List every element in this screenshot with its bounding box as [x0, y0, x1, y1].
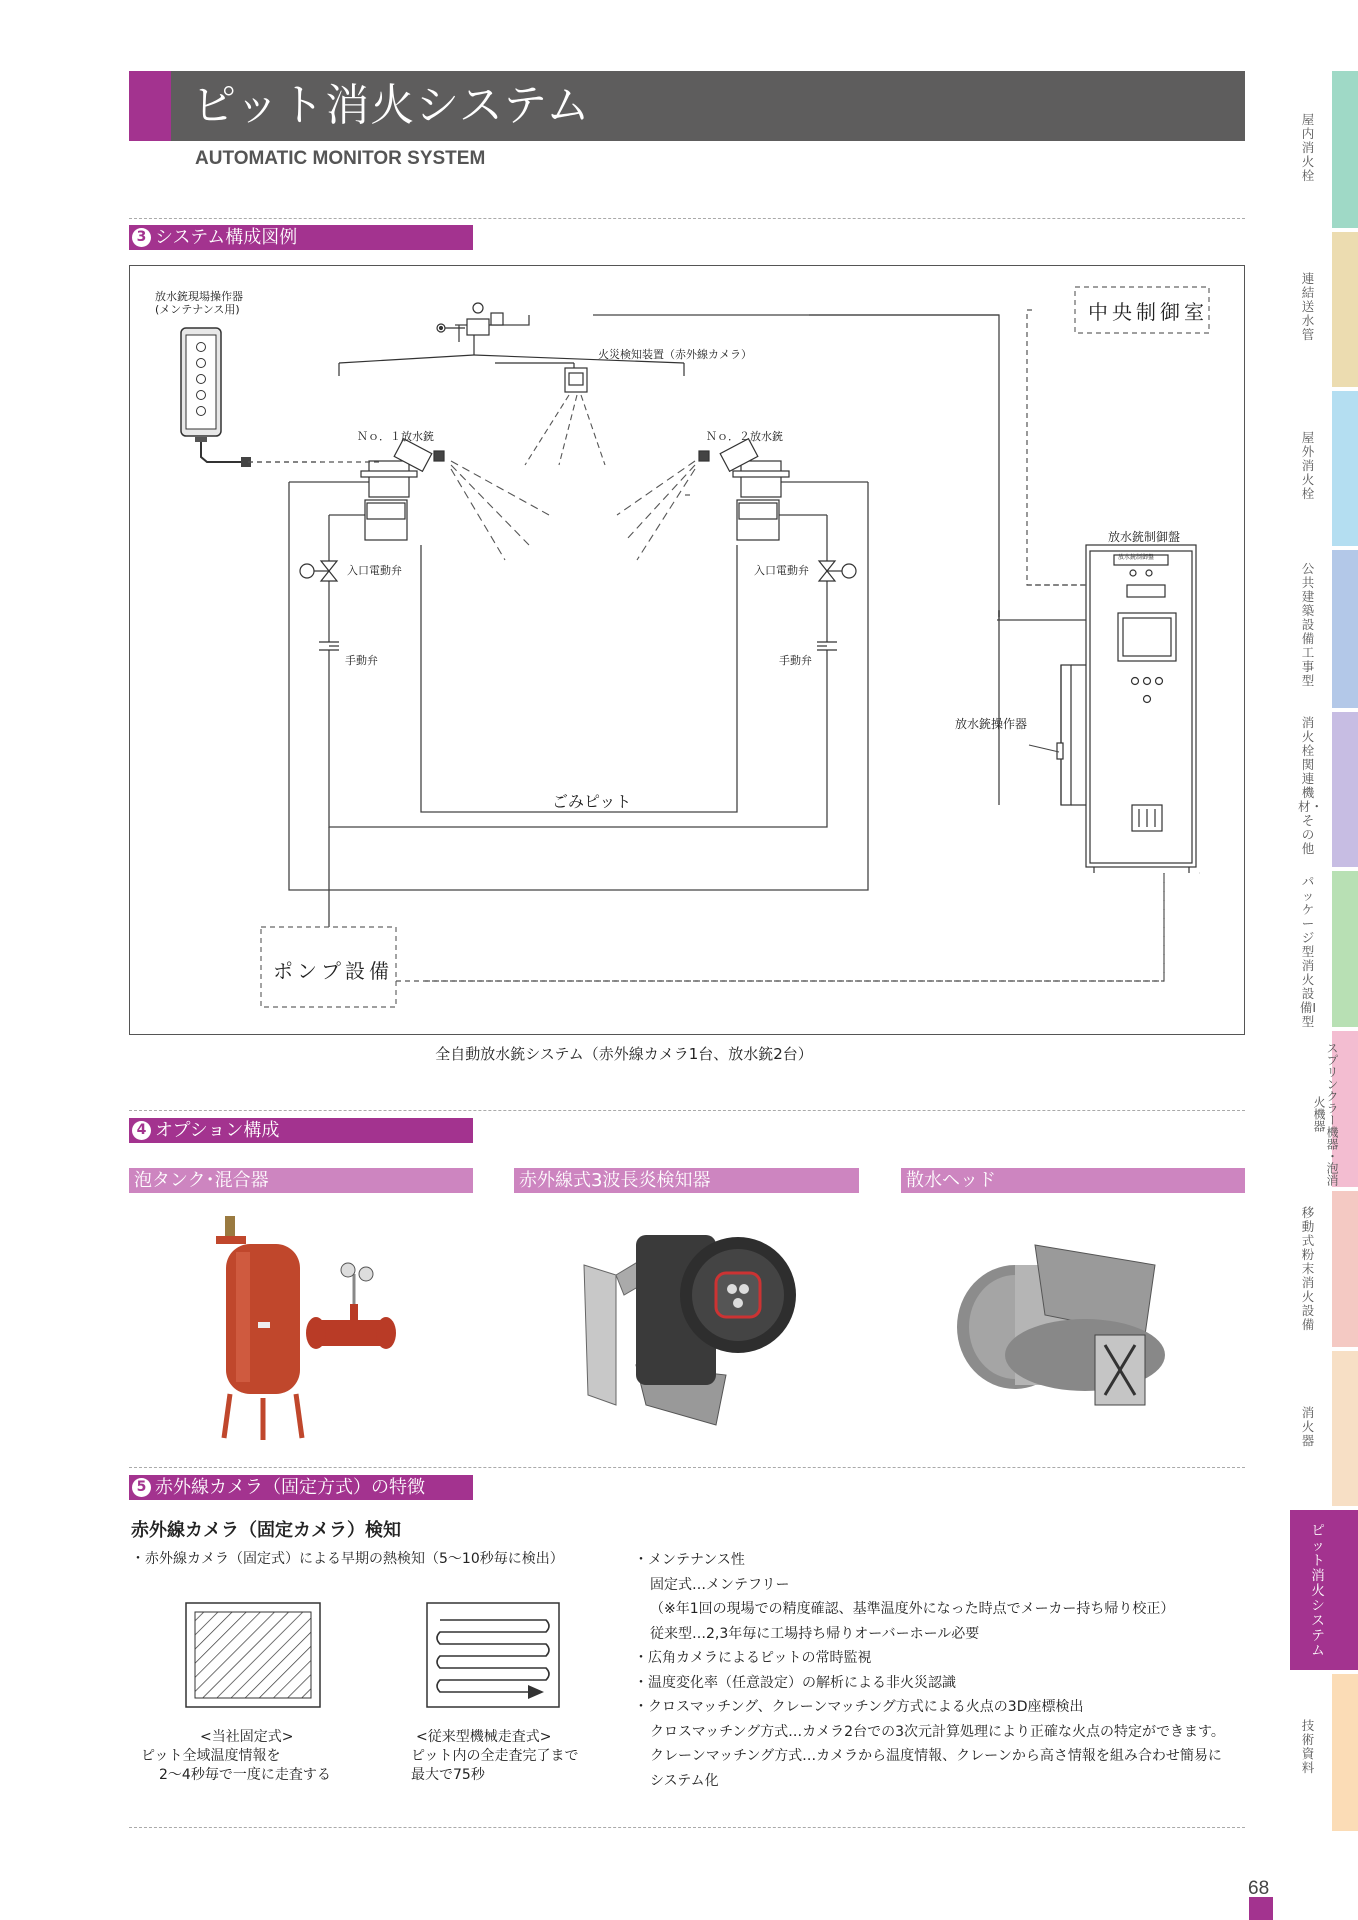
feature-item: クロスマッチング方式…カメラ2台での3次元計算処理により正確な火点の特定ができます。: [650, 1723, 1225, 1740]
control-panel-cabinet: [1057, 545, 1196, 873]
tab-package-type[interactable]: [1299, 871, 1358, 1029]
tab-label: 屋内消火栓: [1301, 112, 1315, 183]
scan-caption-title: <従来型機械走査式>: [416, 1729, 552, 1745]
scan-caption-line2: 最大で75秒: [411, 1767, 485, 1783]
tab-indoor-hydrant[interactable]: [1301, 71, 1358, 228]
tab-label: 技術資料: [1301, 1718, 1315, 1775]
fixed-caption-line2: 2〜4秒毎で一度に走査する: [159, 1767, 331, 1783]
section-number: 5: [132, 1478, 151, 1497]
option-flame-detector-header: 赤外線式3波長炎検知器: [514, 1168, 859, 1193]
tab-hydrant-equipment[interactable]: [1298, 712, 1358, 867]
sprinkler-head-photo: [945, 1225, 1175, 1430]
section-4-header: [129, 1118, 473, 1143]
feature-item: （※年1回の現場での精度確認、基準温度外になった時点でメーカー持ち帰り校正）: [650, 1601, 1175, 1617]
tab-label: 公共建築設備工事型: [1301, 561, 1315, 688]
flame-detector-photo: [576, 1225, 806, 1430]
divider: [129, 1110, 1245, 1111]
feature-bullet: ・赤外線カメラ（固定式）による早期の熱検知（5〜10秒毎に検出）: [131, 1551, 564, 1567]
feature-item: 従来型…2,3年毎に工場持ち帰りオーバーホール必要: [650, 1625, 980, 1642]
local-operator-label: 放水銃現場操作器: [155, 290, 243, 303]
feature-item: ・広角カメラによるピットの常時監視: [634, 1650, 872, 1666]
tab-label: スプリンクラー機器・泡消火機器: [1312, 1042, 1339, 1186]
local-operator-sublabel: (メンテナンス用): [155, 303, 240, 316]
option-foam-tank-header: 泡タンク･混合器: [129, 1168, 473, 1193]
tab-outdoor-hydrant[interactable]: [1301, 391, 1358, 546]
inlet-valve-left: [300, 561, 337, 581]
inlet-valve-right-label: 入口電動弁: [754, 564, 809, 577]
tab-label: 連結送水管: [1301, 271, 1315, 342]
scan-caption-line1: ピット内の全走査完了まで: [411, 1748, 579, 1764]
divider: [129, 218, 1245, 219]
page-title: ピット消火システム: [192, 80, 591, 131]
section-title: 赤外線カメラ（固定方式）の特徴: [155, 1477, 425, 1498]
feature-item: クレーンマッチング方式…カメラから温度情報、クレーンから高さ情報を組み合わせ簡易に: [650, 1748, 1222, 1764]
tab-sprinkler[interactable]: [1312, 1031, 1358, 1187]
feature-item: ・メンテナンス性: [634, 1552, 745, 1568]
tab-label: 移動式粉末消火設備: [1301, 1205, 1315, 1332]
tab-label: 消火栓関連機材・その他: [1298, 715, 1324, 856]
feature-list: [634, 1548, 1225, 1793]
section-3-header: [129, 225, 473, 250]
monitor-operator-label: 放水銃操作器: [955, 717, 1028, 731]
feature-item: システム化: [650, 1772, 719, 1789]
feature-item: ・温度変化率（任意設定）の解析による非火災認識: [634, 1674, 956, 1691]
divider: [129, 1467, 1245, 1468]
tab-label: 屋外消火栓: [1301, 430, 1315, 501]
monitor-2: [699, 439, 789, 540]
fixed-caption-title: <当社固定式>: [200, 1729, 294, 1745]
monitor-2-label: Ｎｏ．２放水銃: [706, 430, 783, 443]
foam-tank-mixer-photo: [210, 1208, 430, 1448]
tab-technical[interactable]: [1301, 1674, 1358, 1831]
feature-item: 固定式…メンテフリー: [650, 1576, 790, 1593]
control-panel-label: 放水銃制御盤: [1108, 530, 1181, 544]
feature-heading: 赤外線カメラ（固定カメラ）検知: [131, 1520, 401, 1541]
diagram-caption: 全自動放水銃システム（赤外線カメラ1台、放水銃2台）: [435, 1045, 813, 1063]
panel-plate-label: 放水銃制御盤: [1118, 554, 1155, 561]
inlet-valve-right: [819, 561, 856, 581]
tab-label: 消火器: [1301, 1405, 1315, 1448]
fire-detector-label: 火災検知装置（赤外線カメラ）: [598, 348, 752, 361]
section-title: オプション構成: [155, 1120, 280, 1141]
manual-valve-right-label: 手動弁: [779, 654, 812, 667]
pump-label: ポンプ設備: [273, 959, 393, 983]
system-diagram: [129, 265, 1245, 1035]
manual-valve-left-label: 手動弁: [345, 654, 378, 667]
tab-extinguisher[interactable]: [1301, 1351, 1358, 1506]
central-control-label: 中央制御室: [1088, 300, 1208, 324]
fixed-caption-line1: ピット全域温度情報を: [141, 1748, 281, 1764]
page-subtitle: AUTOMATIC MONITOR SYSTEM: [195, 148, 486, 169]
manual-valve-right: [817, 642, 837, 650]
feature-item: ・クロスマッチング、クレーンマッチング方式による火点の3D座標検出: [634, 1699, 1084, 1715]
page-number-mark: [1249, 1897, 1273, 1920]
section-5-header: [129, 1475, 473, 1500]
page-number: 68: [1248, 1878, 1270, 1899]
tab-connecting-pipe[interactable]: [1301, 232, 1358, 387]
title-accent: [129, 71, 171, 141]
tab-label: パッケージ型消火設備Ⅰ型: [1299, 874, 1317, 1029]
option-sprinkler-head-header: 散水ヘッド: [901, 1168, 1245, 1193]
pit-label: ごみピット: [552, 792, 632, 811]
inlet-valve-left-label: 入口電動弁: [347, 564, 402, 577]
tab-public-building[interactable]: [1301, 550, 1358, 708]
monitor-1-label: Ｎｏ．１放水銃: [357, 430, 434, 443]
fixed-scan-illustration: [185, 1602, 321, 1708]
section-title: システム構成図例: [155, 227, 298, 248]
section-number: 3: [132, 228, 151, 247]
divider: [129, 1827, 1245, 1828]
tab-mobile-powder[interactable]: [1301, 1191, 1358, 1347]
monitor-1: [361, 439, 444, 540]
manual-valve-left: [319, 642, 339, 650]
local-operator-unit: [181, 328, 251, 467]
section-number: 4: [132, 1121, 151, 1140]
mechanical-scan-illustration: [426, 1602, 560, 1708]
tab-label-active: ピット消火システム: [1311, 1523, 1325, 1659]
